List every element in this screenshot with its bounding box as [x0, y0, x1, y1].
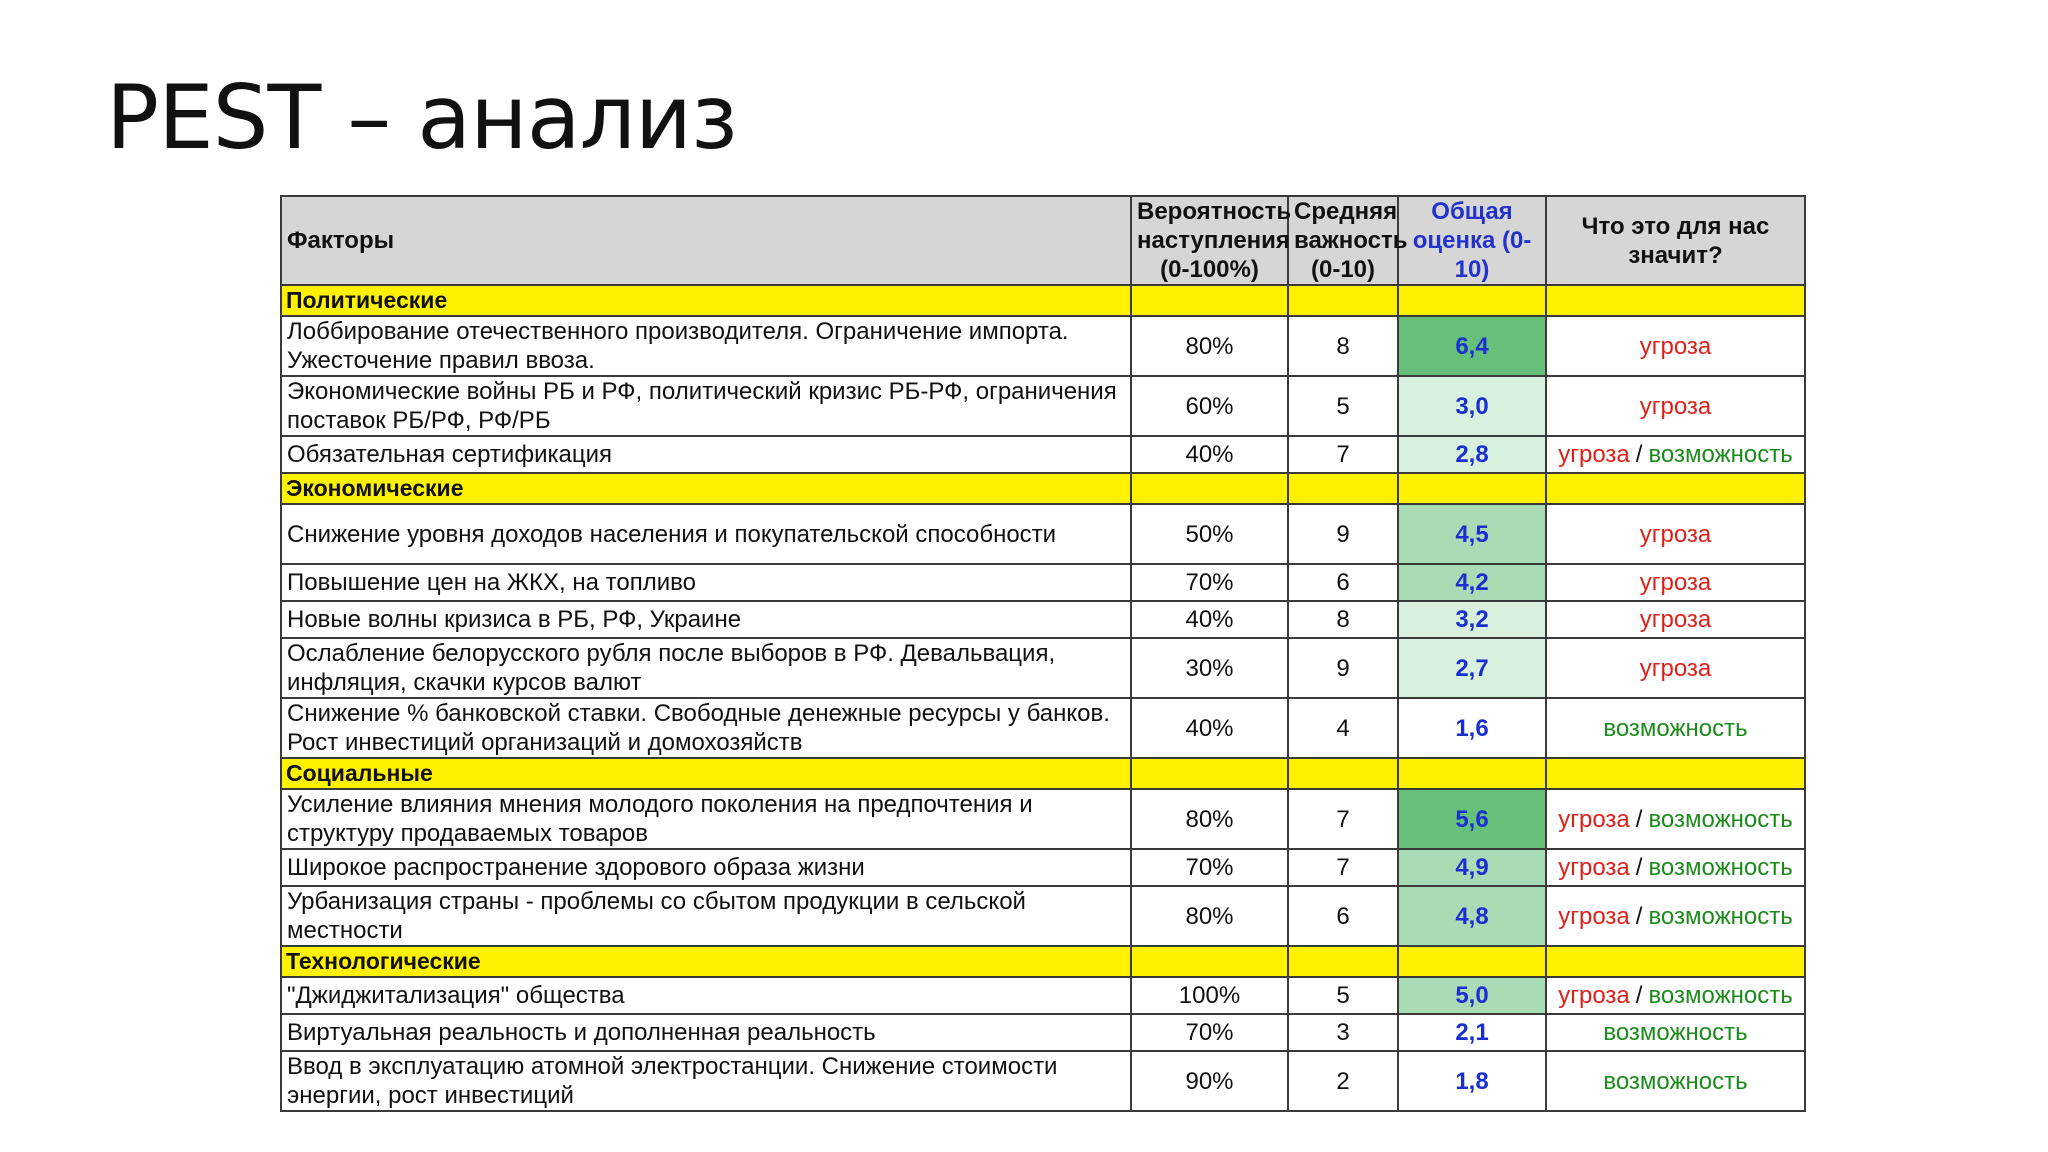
- opportunity-label: возможность: [1603, 1019, 1748, 1046]
- table-row: [281, 1014, 1805, 1051]
- probability-cell: 30%: [1131, 638, 1288, 698]
- table-row: [281, 316, 1805, 376]
- factor-cell: Виртуальная реальность и дополненная реальность: [281, 1014, 1131, 1051]
- slide-title: PEST – анализ: [106, 66, 737, 169]
- table-row: [281, 564, 1805, 601]
- importance-cell: 4: [1288, 698, 1398, 758]
- meaning-cell: [1546, 1051, 1805, 1111]
- meaning-cell: [1546, 698, 1805, 758]
- score-cell: 3,0: [1398, 376, 1546, 436]
- factor-cell: Обязательная сертификация: [281, 436, 1131, 473]
- table-row: [281, 601, 1805, 638]
- meaning-cell: [1546, 886, 1805, 946]
- factor-cell: Ввод в эксплуатацию атомной электростанции. Снижение стоимости энергии, рост инвестиций: [281, 1051, 1131, 1111]
- table-row: [281, 698, 1805, 758]
- importance-cell: 7: [1288, 436, 1398, 473]
- factor-cell: Экономические войны РБ и РФ, политический кризис РБ-РФ, ограничения поставок РБ/РФ, РФ/РБ: [281, 376, 1131, 436]
- threat-label: угроза: [1558, 982, 1630, 1009]
- table-row: [281, 504, 1805, 564]
- factor-cell: Снижение уровня доходов населения и покупательской способности: [281, 504, 1131, 564]
- meaning-cell: [1546, 789, 1805, 849]
- opportunity-label: возможность: [1603, 714, 1748, 742]
- threat-label: угроза: [1639, 520, 1712, 548]
- meaning-cell: [1546, 376, 1805, 436]
- table-row: [281, 886, 1805, 946]
- category-name: Экономические: [281, 473, 1131, 504]
- category-fill-cell: [1398, 285, 1546, 316]
- importance-cell: 9: [1288, 504, 1398, 564]
- category-fill-cell: [1546, 758, 1805, 789]
- threat-label: угроза: [1639, 654, 1712, 682]
- category-fill-cell: [1546, 946, 1805, 977]
- score-cell: 5,0: [1398, 977, 1546, 1014]
- importance-cell: 5: [1288, 977, 1398, 1014]
- score-cell: 4,9: [1398, 849, 1546, 886]
- category-fill-cell: [1398, 758, 1546, 789]
- meaning-cell: [1546, 316, 1805, 376]
- meaning-cell: [1546, 601, 1805, 638]
- probability-cell: 50%: [1131, 504, 1288, 564]
- score-cell: 5,6: [1398, 789, 1546, 849]
- category-name: Технологические: [281, 946, 1131, 977]
- table-row: [281, 977, 1805, 1014]
- factor-cell: Снижение % банковской ставки. Свободные денежные ресурсы у банков. Рост инвестиций организаций и домохозяйств: [281, 698, 1131, 758]
- threat-label: угроза: [1639, 392, 1712, 420]
- probability-cell: 100%: [1131, 977, 1288, 1014]
- meaning-cell: [1546, 849, 1805, 886]
- opportunity-label: возможность: [1648, 805, 1793, 833]
- importance-cell: 7: [1288, 789, 1398, 849]
- probability-cell: 70%: [1131, 1014, 1288, 1051]
- meaning-separator: /: [1635, 805, 1643, 833]
- meaning-cell: [1546, 504, 1805, 564]
- pest-table-body: [281, 285, 1805, 1111]
- probability-cell: 80%: [1131, 789, 1288, 849]
- importance-cell: 6: [1288, 564, 1398, 601]
- meaning-separator: /: [1635, 441, 1643, 468]
- header-probability: Вероятность наступления (0-100%): [1131, 196, 1288, 285]
- threat-label: угроза: [1558, 902, 1630, 930]
- category-fill-cell: [1131, 473, 1288, 504]
- category-row: [281, 473, 1805, 504]
- score-cell: 1,8: [1398, 1051, 1546, 1111]
- importance-cell: 6: [1288, 886, 1398, 946]
- probability-cell: 80%: [1131, 316, 1288, 376]
- importance-cell: 9: [1288, 638, 1398, 698]
- table-row: [281, 849, 1805, 886]
- score-cell: 2,8: [1398, 436, 1546, 473]
- opportunity-label: возможность: [1648, 902, 1793, 930]
- threat-label: угроза: [1558, 441, 1630, 468]
- opportunity-label: возможность: [1648, 441, 1793, 468]
- probability-cell: 60%: [1131, 376, 1288, 436]
- threat-label: угроза: [1639, 569, 1712, 596]
- meaning-cell: [1546, 436, 1805, 473]
- opportunity-label: возможность: [1648, 982, 1793, 1009]
- threat-label: угроза: [1558, 805, 1630, 833]
- meaning-separator: /: [1635, 902, 1643, 930]
- importance-cell: 8: [1288, 316, 1398, 376]
- factor-cell: Широкое распространение здорового образа жизни: [281, 849, 1131, 886]
- category-fill-cell: [1131, 758, 1288, 789]
- factor-cell: "Джиджитализация" общества: [281, 977, 1131, 1014]
- category-name: Политические: [281, 285, 1131, 316]
- score-cell: 1,6: [1398, 698, 1546, 758]
- meaning-cell: [1546, 1014, 1805, 1051]
- probability-cell: 70%: [1131, 564, 1288, 601]
- factor-cell: Повышение цен на ЖКХ, на топливо: [281, 564, 1131, 601]
- category-row: [281, 946, 1805, 977]
- opportunity-label: возможность: [1603, 1067, 1748, 1095]
- table-header-row: [281, 196, 1805, 285]
- table-row: [281, 1051, 1805, 1111]
- probability-cell: 90%: [1131, 1051, 1288, 1111]
- probability-cell: 80%: [1131, 886, 1288, 946]
- meaning-cell: [1546, 977, 1805, 1014]
- category-fill-cell: [1288, 758, 1398, 789]
- meaning-cell: [1546, 638, 1805, 698]
- importance-cell: 3: [1288, 1014, 1398, 1051]
- score-cell: 4,2: [1398, 564, 1546, 601]
- category-fill-cell: [1288, 473, 1398, 504]
- opportunity-label: возможность: [1648, 854, 1793, 881]
- threat-label: угроза: [1558, 854, 1630, 881]
- factor-cell: Новые волны кризиса в РБ, РФ, Украине: [281, 601, 1131, 638]
- meaning-separator: /: [1635, 854, 1643, 881]
- category-fill-cell: [1398, 946, 1546, 977]
- score-cell: 2,7: [1398, 638, 1546, 698]
- factor-cell: Ослабление белорусского рубля после выборов в РФ. Девальвация, инфляция, скачки курсов валют: [281, 638, 1131, 698]
- category-fill-cell: [1131, 285, 1288, 316]
- meaning-separator: /: [1635, 982, 1643, 1009]
- probability-cell: 40%: [1131, 601, 1288, 638]
- header-factors: Факторы: [281, 196, 1131, 285]
- factor-cell: Урбанизация страны - проблемы со сбытом продукции в сельской местности: [281, 886, 1131, 946]
- header-meaning: Что это для нас значит?: [1546, 196, 1805, 285]
- factor-cell: Лоббирование отечественного производителя. Ограничение импорта. Ужесточение правил ввоза.: [281, 316, 1131, 376]
- score-cell: 4,8: [1398, 886, 1546, 946]
- score-cell: 6,4: [1398, 316, 1546, 376]
- probability-cell: 40%: [1131, 436, 1288, 473]
- table-row: [281, 789, 1805, 849]
- category-row: [281, 285, 1805, 316]
- pest-table: [280, 195, 1806, 1112]
- score-cell: 4,5: [1398, 504, 1546, 564]
- table-row: [281, 376, 1805, 436]
- category-fill-cell: [1546, 285, 1805, 316]
- importance-cell: 8: [1288, 601, 1398, 638]
- category-fill-cell: [1288, 946, 1398, 977]
- importance-cell: 2: [1288, 1051, 1398, 1111]
- category-fill-cell: [1131, 946, 1288, 977]
- table-row: [281, 638, 1805, 698]
- importance-cell: 7: [1288, 849, 1398, 886]
- meaning-cell: [1546, 564, 1805, 601]
- category-fill-cell: [1546, 473, 1805, 504]
- score-cell: 3,2: [1398, 601, 1546, 638]
- category-name: Социальные: [281, 758, 1131, 789]
- probability-cell: 70%: [1131, 849, 1288, 886]
- header-score: Общая оценка (0-10): [1398, 196, 1546, 285]
- category-fill-cell: [1398, 473, 1546, 504]
- score-cell: 2,1: [1398, 1014, 1546, 1051]
- category-row: [281, 758, 1805, 789]
- threat-label: угроза: [1639, 332, 1712, 360]
- threat-label: угроза: [1639, 606, 1712, 633]
- header-importance: Средняя важность (0-10): [1288, 196, 1398, 285]
- table-row: [281, 436, 1805, 473]
- probability-cell: 40%: [1131, 698, 1288, 758]
- factor-cell: Усиление влияния мнения молодого поколения на предпочтения и структуру продаваемых товаров: [281, 789, 1131, 849]
- importance-cell: 5: [1288, 376, 1398, 436]
- category-fill-cell: [1288, 285, 1398, 316]
